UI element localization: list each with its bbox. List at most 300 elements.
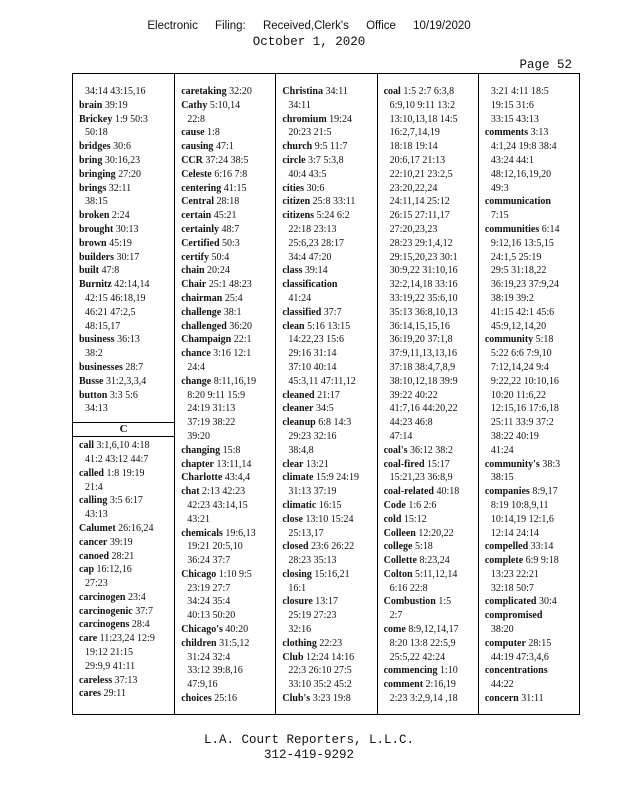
page-line-refs: 39:20	[187, 430, 210, 442]
index-continuation	[485, 85, 576, 99]
index-continuation	[485, 651, 576, 665]
index-continuation	[282, 582, 373, 596]
page-line-refs: 31:2,3,3,4	[105, 375, 147, 387]
page-line-refs: 37:24 38:5	[205, 154, 249, 166]
page-line-refs: 40:4 43:5	[288, 168, 327, 180]
page-line-refs: 38:2	[85, 348, 103, 360]
index-entry	[485, 692, 576, 706]
index-word: complicated	[484, 596, 537, 608]
page-line-refs: 33:19,22 35:6,10	[389, 292, 458, 304]
page-line-refs: 23:4	[127, 591, 146, 603]
page-line-refs: 47:1	[215, 141, 234, 153]
index-word: children	[181, 637, 217, 649]
index-word: cause	[181, 127, 205, 139]
page-line-refs: 38:15	[490, 472, 514, 484]
index-continuation	[485, 182, 576, 196]
page-line-refs: 33:15 43:13	[490, 113, 539, 125]
index-word: Combustion	[383, 596, 436, 608]
index-entry	[181, 140, 272, 154]
index-word: concern	[484, 693, 519, 705]
index-column-2	[174, 74, 275, 714]
page-line-refs: 24:19 31:13	[187, 403, 236, 415]
index-entry	[181, 444, 272, 458]
index-entry	[485, 195, 576, 209]
page-line-refs: 32:2,14,18 33:16	[389, 279, 458, 291]
index-continuation	[384, 637, 475, 651]
page-line-refs: 23:6 26:22	[311, 541, 355, 553]
index-entry	[282, 692, 373, 706]
page-line-refs: 8:20 13:8 22:5,9	[389, 637, 456, 649]
index-continuation	[181, 416, 272, 430]
index-continuation	[384, 154, 475, 168]
index-entry	[384, 568, 475, 582]
index-entry	[485, 637, 576, 651]
page-line-refs: 26:16,24	[118, 522, 154, 534]
page-line-refs: 32:16	[288, 624, 312, 636]
page-line-refs: 28:21	[111, 550, 135, 562]
index-word: builders	[79, 251, 115, 263]
index-continuation	[485, 471, 576, 485]
index-entry	[384, 85, 475, 99]
page-line-refs: 43:21	[187, 513, 210, 525]
index-entry	[181, 168, 272, 182]
page-line-refs: 1:10 9:5	[218, 568, 252, 580]
page-line-refs: 6:16 22:8	[389, 582, 428, 594]
index-word: compelled	[484, 541, 529, 553]
index-entry	[282, 471, 373, 485]
index-entry	[282, 651, 373, 665]
index-continuation	[384, 99, 475, 113]
page-line-refs: 26:15 27:11,17	[389, 210, 450, 222]
index-continuation	[282, 292, 373, 306]
page-line-refs: 28:18	[216, 196, 240, 208]
index-entry	[282, 513, 373, 527]
page-line-refs: 20:6,17 21:13	[389, 154, 446, 166]
index-continuation	[485, 678, 576, 692]
page-line-refs: 33:14	[530, 541, 554, 553]
page-line-refs: 24:11,14 25:12	[389, 196, 450, 208]
page-line-refs: 34:13	[85, 403, 108, 415]
page-line-refs: 30:4	[538, 596, 557, 608]
index-word: Chair	[181, 279, 207, 291]
page-line-refs: 19:21 20:5,10	[187, 541, 243, 553]
index-continuation	[282, 99, 373, 113]
page-line-refs: 39:14	[304, 265, 328, 277]
page-line-refs: 44:22	[490, 679, 514, 691]
page-line-refs: 41:15 42:1 45:6	[490, 306, 555, 318]
page-line-refs: 1:5 2:7 6:3,8	[403, 86, 455, 97]
index-entry	[79, 333, 171, 347]
page-line-refs: 44:23 46:8	[389, 417, 433, 429]
page-line-refs: 36:19,20 37:1,8	[389, 334, 453, 346]
index-entry	[79, 494, 171, 508]
index-continuation	[79, 195, 171, 209]
index-word: comment	[383, 679, 424, 691]
index-entry	[282, 499, 373, 513]
index-continuation	[384, 168, 475, 182]
index-entry	[282, 637, 373, 651]
page-line-refs: 22:10,21 23:2,5	[389, 168, 453, 180]
index-entry	[181, 195, 272, 209]
index-word: coal's	[383, 444, 408, 456]
index-word: chain	[181, 265, 205, 277]
page-line-refs: 38:3	[542, 458, 561, 470]
index-word: chairman	[181, 292, 223, 304]
page-line-refs: 22:23	[319, 637, 343, 649]
index-continuation	[485, 292, 576, 306]
index-entry	[485, 595, 576, 609]
index-word: Club	[282, 651, 304, 663]
index-word: clear	[282, 458, 304, 470]
index-word: cities	[282, 182, 305, 194]
page-line-refs: 34:4 47:20	[288, 251, 332, 263]
page-line-refs: 5:18	[535, 334, 554, 346]
page-line-refs: 40:18	[436, 486, 460, 498]
page-line-refs: 38:20	[490, 624, 514, 636]
page-line-refs: 48:12,16,19,20	[490, 168, 552, 180]
index-entry	[485, 540, 576, 554]
page-line-refs: 28:7	[125, 361, 144, 373]
index-continuation	[79, 347, 171, 361]
index-word: carcinogen	[79, 591, 126, 603]
index-word: certainly	[181, 223, 219, 235]
index-continuation	[485, 237, 576, 251]
page-line-refs: 12:24 14:16	[306, 651, 355, 663]
page-line-refs: 33:10 35:2 45:2	[288, 679, 352, 691]
page-line-refs: 28:4	[131, 619, 150, 631]
index-entry	[282, 389, 373, 403]
index-entry	[282, 209, 373, 223]
index-entry	[79, 375, 171, 389]
page-line-refs: 40:20	[225, 624, 249, 636]
index-word: Chicago's	[181, 624, 223, 636]
page-line-refs: 13:21	[306, 458, 329, 470]
index-entry	[79, 536, 171, 550]
index-continuation	[282, 126, 373, 140]
index-continuation	[485, 264, 576, 278]
index-continuation	[79, 481, 171, 495]
page-line-refs: 38:22 40:19	[490, 430, 539, 442]
index-word: compromised	[484, 610, 543, 622]
page-line-refs: 42:23 43:14,15	[187, 499, 248, 511]
index-continuation	[79, 402, 171, 416]
index-entry	[485, 223, 576, 237]
page-line-refs: 27:23	[85, 578, 108, 590]
index-continuation	[282, 361, 373, 375]
page-line-refs: 48:15,17	[85, 320, 121, 332]
index-word: business	[79, 334, 115, 346]
index-entry	[79, 674, 171, 688]
index-word: communication	[484, 196, 551, 208]
index-continuation	[485, 375, 576, 389]
page-line-refs: 21:4	[85, 481, 103, 493]
index-entry	[384, 513, 475, 527]
index-continuation	[485, 568, 576, 582]
index-word: changing	[181, 444, 221, 456]
page-line-refs: 9:22,22 10:10,16	[490, 375, 559, 387]
index-continuation	[384, 182, 475, 196]
index-continuation	[282, 527, 373, 541]
index-word: church	[282, 141, 313, 153]
index-entry	[384, 527, 475, 541]
index-entry	[384, 554, 475, 568]
index-word: coal-related	[383, 486, 434, 498]
index-word: coal	[383, 86, 401, 97]
index-entry	[384, 458, 475, 472]
page-line-refs: 22:18 23:13	[288, 223, 337, 235]
index-word: button	[79, 389, 108, 401]
index-continuation	[485, 113, 576, 127]
page-line-refs: 3:23 19:8	[312, 693, 351, 705]
index-entry	[384, 540, 475, 554]
index-entry	[282, 458, 373, 472]
index-entry	[181, 292, 272, 306]
index-continuation	[485, 140, 576, 154]
index-entry	[181, 126, 272, 140]
index-continuation	[282, 223, 373, 237]
page-line-refs: 41:24	[288, 292, 312, 304]
index-word: bridges	[79, 141, 111, 153]
page-line-refs: 5:24 6:2	[316, 210, 350, 222]
page-line-refs: 31:5,12	[219, 637, 250, 649]
index-word: causing	[181, 141, 214, 153]
page-line-refs: 15:9 24:19	[316, 472, 360, 484]
page-line-refs: 13:23 22:21	[490, 568, 539, 580]
page-line-refs: 48:7	[221, 223, 240, 235]
index-continuation	[79, 508, 171, 522]
index-word: Collette	[383, 555, 417, 567]
index-entry	[181, 278, 272, 292]
page-line-refs: 34:5	[316, 403, 334, 415]
index-word: Cathy	[181, 99, 208, 111]
index-continuation	[181, 582, 272, 596]
index-continuation	[485, 582, 576, 596]
index-word: cleanup	[282, 417, 316, 429]
page-line-refs: 30:6	[113, 141, 131, 153]
index-entry	[79, 264, 171, 278]
index-entry	[79, 467, 171, 481]
page-line-refs: 1:8 19:19	[106, 467, 145, 479]
index-continuation	[384, 223, 475, 237]
page-line-refs: 47:9,16	[187, 679, 218, 691]
index-continuation	[282, 430, 373, 444]
page-line-refs: 5:16 13:15	[307, 320, 351, 332]
index-word: commencing	[383, 665, 438, 677]
page-line-refs: 1:10	[440, 665, 458, 677]
page-line-refs: 29:11	[103, 688, 126, 700]
index-continuation	[79, 126, 171, 140]
index-entry	[384, 444, 475, 458]
index-entry	[79, 605, 171, 619]
page-line-refs: 30:6	[306, 182, 325, 194]
index-entry	[282, 402, 373, 416]
index-entry	[79, 168, 171, 182]
page-line-refs: 1:6 2:6	[408, 499, 437, 511]
index-continuation	[384, 416, 475, 430]
page-line-refs: 40:13 50:20	[187, 610, 236, 622]
index-continuation	[384, 375, 475, 389]
page-line-refs: 7:15	[490, 210, 509, 222]
index-continuation	[181, 609, 272, 623]
index-continuation	[181, 430, 272, 444]
page-line-refs: 25:16	[214, 693, 238, 705]
page-line-refs: 34:14 43:15,16	[85, 86, 146, 97]
index-entry	[79, 251, 171, 265]
page-line-refs: 1:5	[438, 596, 452, 608]
index-entry	[384, 499, 475, 513]
filing-date: 10/19/2020	[413, 20, 471, 32]
page-line-refs: 34:24 35:4	[187, 596, 231, 608]
index-word: clean	[282, 320, 305, 332]
page-line-refs: 9:5 11:7	[314, 141, 348, 153]
page-line-refs: 25:11 33:9 37:2	[490, 417, 554, 429]
index-word: community's	[484, 458, 540, 470]
index-continuation	[384, 347, 475, 361]
page-line-refs: 20:23 21:5	[288, 127, 332, 139]
page-line-refs: 32:11	[108, 182, 132, 194]
index-entry	[282, 154, 373, 168]
index-continuation	[79, 320, 171, 334]
index-word: circle	[282, 154, 306, 166]
page-line-refs: 39:19	[109, 536, 133, 548]
page-line-refs: 46:21 47:2,5	[85, 306, 136, 318]
index-continuation	[485, 154, 576, 168]
index-entry	[181, 375, 272, 389]
index-entry	[79, 361, 171, 375]
page-line-refs: 7:12,14,24 9:4	[490, 361, 549, 373]
index-word: Code	[383, 499, 406, 511]
page-line-refs: 8:23,24	[419, 555, 450, 567]
page-line-refs: 8:11,16,19	[213, 375, 257, 387]
page-line-refs: 6:16 7:8	[214, 168, 248, 180]
index-entry	[282, 195, 373, 209]
page-line-refs: 12:20,22	[418, 527, 454, 539]
index-continuation	[485, 361, 576, 375]
index-continuation	[282, 554, 373, 568]
index-word: chromium	[282, 113, 327, 125]
index-continuation	[384, 140, 475, 154]
page-line-refs: 36:13	[117, 334, 140, 346]
index-word: cancer	[79, 536, 108, 548]
page-line-refs: 2:23 3:2,9,14 ,18	[389, 693, 458, 705]
index-word: communities	[484, 223, 540, 235]
index-entry	[384, 595, 475, 609]
index-entry	[282, 182, 373, 196]
page-line-refs: 6:14	[541, 223, 560, 235]
page-line-refs: 23:19 27:7	[187, 582, 231, 594]
index-continuation	[384, 126, 475, 140]
page-line-refs: 38:10,12,18 39:9	[389, 375, 458, 387]
page-line-refs: 22:8	[187, 113, 205, 125]
page-line-refs: 25:1 48:23	[208, 279, 252, 291]
index-word: Celeste	[181, 168, 212, 180]
index-word: Busse	[79, 375, 104, 387]
index-entry	[282, 540, 373, 554]
page-line-refs: 27:20,23,23	[389, 223, 438, 235]
page-line-refs: 38:15	[85, 196, 108, 208]
index-entry	[181, 692, 272, 706]
page-line-refs: 10:14,19 12:1,6	[490, 513, 554, 525]
index-word: caretaking	[181, 86, 227, 97]
index-word: chance	[181, 348, 211, 360]
index-continuation	[79, 660, 171, 674]
index-word: cleaned	[282, 389, 315, 401]
page-line-refs: 22:1	[233, 334, 252, 346]
page-line-refs: 27:20	[118, 168, 141, 180]
index-word: brain	[79, 99, 103, 111]
index-continuation	[282, 168, 373, 182]
page-line-refs: 4:1,24 19:8 38:4	[490, 141, 557, 153]
page-line-refs: 29:9,9 41:11	[85, 660, 136, 672]
index-word: call	[79, 440, 94, 452]
index-continuation	[384, 609, 475, 623]
page-line-refs: 41:2 43:12 44:7	[85, 453, 149, 465]
page-line-refs: 45:21	[213, 210, 237, 222]
page-line-refs: 16:2,7,14,19	[389, 127, 440, 139]
page-line-refs: 30:16,23	[104, 154, 141, 166]
page-line-refs: 31:13 37:19	[288, 486, 337, 498]
index-entry	[181, 99, 272, 113]
page-line-refs: 16:1	[288, 582, 307, 594]
index-entry	[485, 609, 576, 623]
index-word: brought	[79, 223, 114, 235]
index-word: clothing	[282, 637, 317, 649]
word-index-box	[72, 73, 580, 715]
index-continuation	[485, 527, 576, 541]
filing-word-2: Filing:	[215, 20, 246, 32]
page-line-refs: 8:19 10:8,9,11	[490, 499, 549, 511]
index-word: concentrations	[484, 665, 548, 677]
page-line-refs: 25:13,17	[288, 527, 324, 539]
page-line-refs: 39:22 40:22	[389, 389, 438, 401]
index-column-5	[478, 74, 579, 714]
index-continuation	[181, 361, 272, 375]
index-word: coal-fired	[383, 458, 425, 470]
index-entry	[181, 333, 272, 347]
page-line-refs: 37:9,11,13,13,16	[389, 348, 458, 360]
page-number: Page 52	[519, 58, 572, 72]
index-continuation	[282, 485, 373, 499]
page-line-refs: 43:24 44:1	[490, 154, 534, 166]
page-line-refs: 13:17	[315, 596, 339, 608]
index-word: bring	[79, 154, 103, 166]
page-line-refs: 28:23 29:1,4,12	[389, 237, 453, 249]
index-word: complete	[484, 555, 524, 567]
index-word: challenge	[181, 306, 222, 318]
index-word: chat	[181, 486, 200, 498]
index-continuation	[282, 375, 373, 389]
index-entry	[79, 278, 171, 292]
page-line-refs: 39:19	[104, 99, 128, 111]
page-line-refs: 1:8	[207, 127, 220, 139]
index-entry	[79, 687, 171, 701]
page-line-refs: 37:7	[135, 605, 153, 617]
index-word: Certified	[181, 237, 220, 249]
page-line-refs: 28:15	[528, 637, 552, 649]
index-continuation	[384, 195, 475, 209]
index-entry	[181, 264, 272, 278]
index-continuation	[384, 278, 475, 292]
page-line-refs: 30:13	[115, 223, 139, 235]
index-word: canoed	[79, 550, 109, 562]
index-continuation	[485, 623, 576, 637]
index-continuation	[384, 306, 475, 320]
index-word: Burnitz	[79, 279, 112, 291]
page-line-refs: 24:1,5 25:19	[490, 251, 542, 263]
page-line-refs: 13:11,14	[216, 458, 252, 470]
index-word: challenged	[181, 320, 227, 332]
page-line-refs: 2:24	[111, 210, 130, 222]
